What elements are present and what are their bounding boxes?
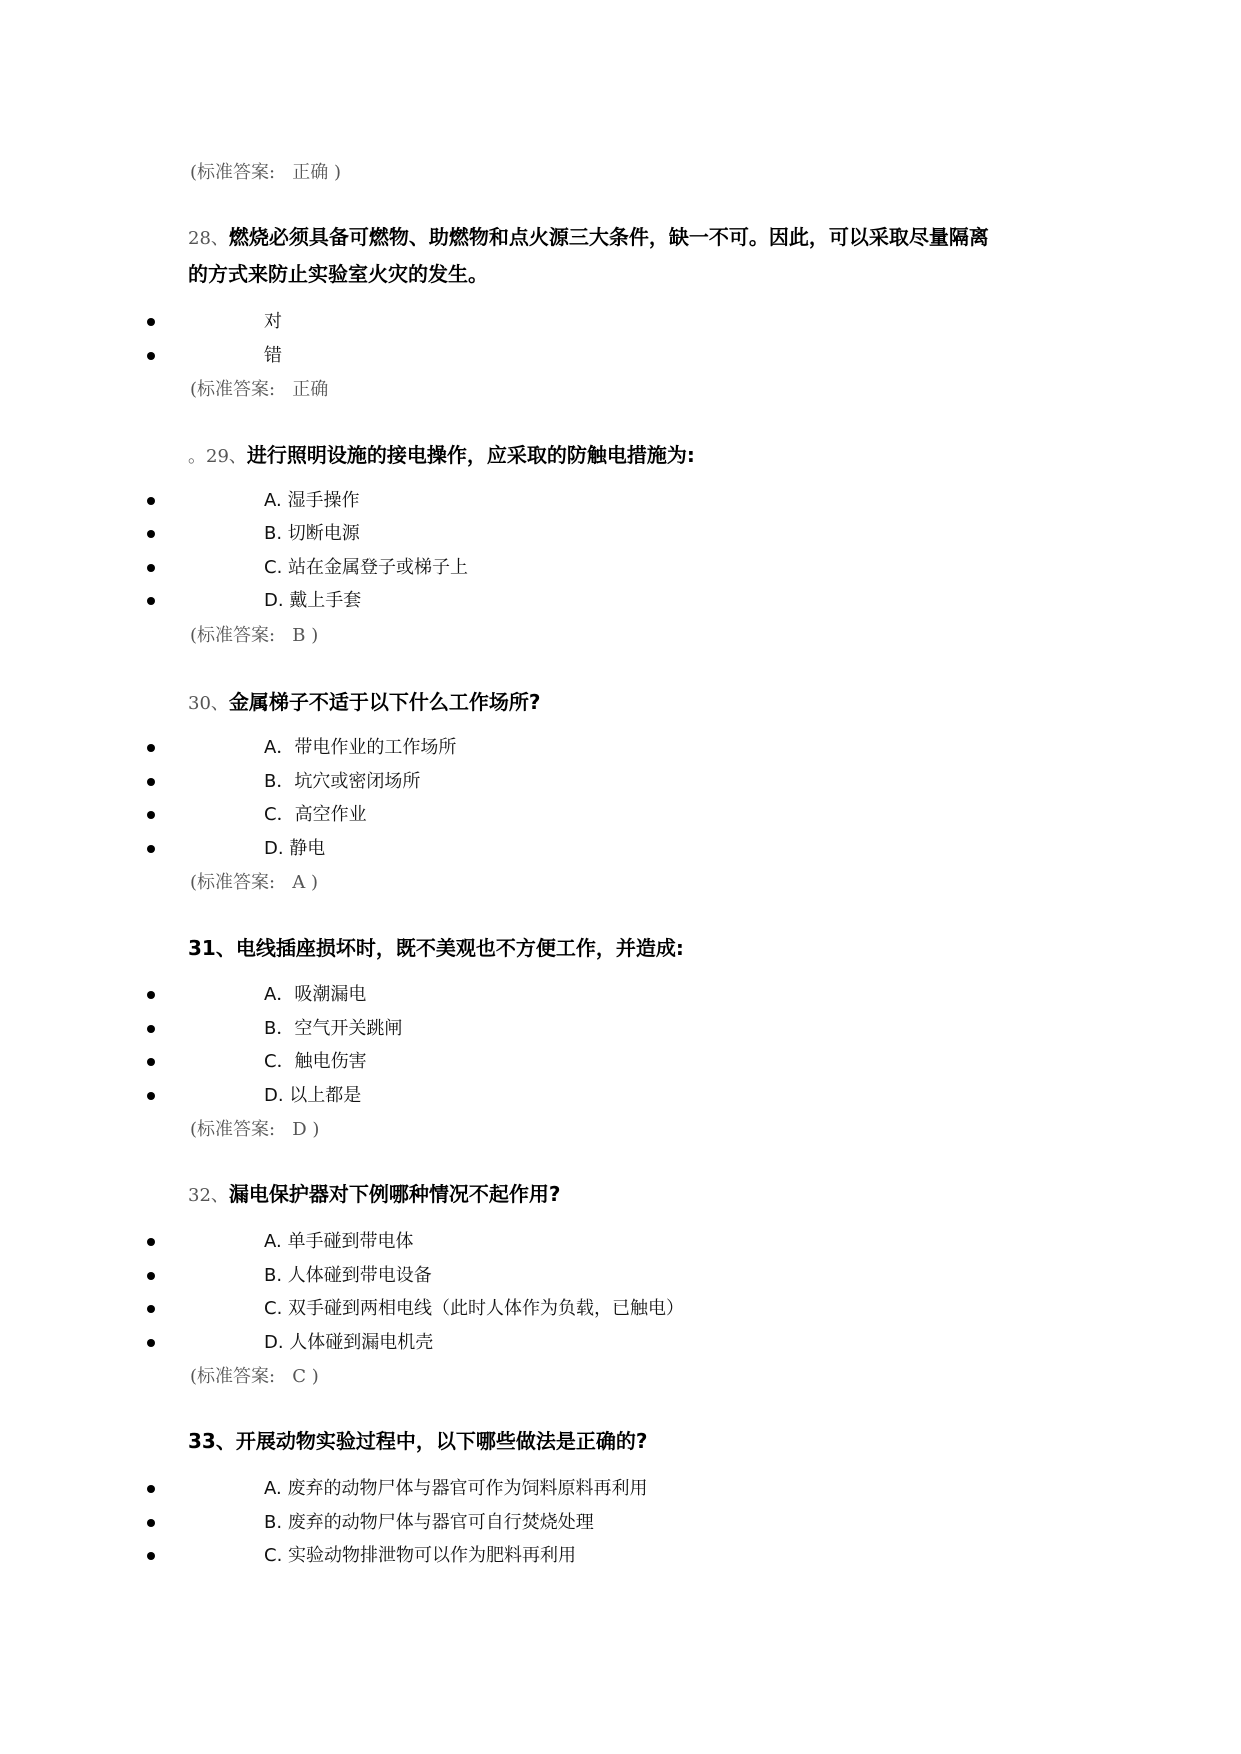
option: B. 废弃的动物尸体与器官可自行焚烧处理 (264, 1512, 594, 1533)
answer-prefix: (标准答案: (190, 625, 276, 646)
answer-value: C ) (292, 1366, 319, 1387)
bullet-icon (147, 1092, 155, 1100)
bullet-icon (147, 991, 155, 999)
bullet-icon (147, 1058, 155, 1066)
question-28-line2 (188, 258, 488, 287)
question-29 (188, 439, 695, 468)
bullet-icon (147, 778, 155, 786)
question-32 (188, 1178, 561, 1207)
question-number: 28、 (188, 228, 229, 249)
option: B. 人体碰到带电设备 (264, 1265, 432, 1286)
bullet-icon (147, 497, 155, 505)
answer-value: D ) (292, 1119, 320, 1140)
option: D. 人体碰到漏电机壳 (264, 1332, 434, 1353)
option: C. 双手碰到两相电线（此时人体作为负载，已触电） (264, 1298, 685, 1319)
bullet-icon (147, 1552, 155, 1560)
bullet-icon (147, 845, 155, 853)
option: D. 静电 (264, 838, 326, 859)
question-text: 燃烧必须具备可燃物、助燃物和点火源三大条件，缺一不可。因此，可以采取尽量隔离 (228, 225, 989, 249)
option: 错 (264, 345, 282, 366)
option: D. 以上都是 (264, 1085, 362, 1106)
option: B. 切断电源 (264, 523, 360, 544)
answer-prefix: (标准答案: (190, 1119, 276, 1140)
question-text: 开展动物实验过程中，以下哪些做法是正确的? (235, 1429, 648, 1453)
question-text: 电线插座损坏时，既不美观也不方便工作，并造成: (235, 936, 684, 960)
question-text: 的方式来防止实验室火灾的发生。 (188, 262, 488, 286)
bullet-icon (147, 1025, 155, 1033)
option: C. 站在金属登子或梯子上 (264, 557, 469, 578)
answer-prefix: (标准答案: (190, 1366, 276, 1387)
question-text: 金属梯子不适于以下什么工作场所? (228, 690, 541, 714)
question-text: 进行照明设施的接电操作，应采取的防触电措施为: (246, 443, 695, 467)
option: A．带电作业的工作场所 (264, 737, 457, 758)
option: A. 湿手操作 (264, 490, 360, 511)
option: 对 (264, 311, 282, 332)
option: A. 单手碰到带电体 (264, 1231, 414, 1252)
bullet-icon (147, 1339, 155, 1347)
option: A．吸潮漏电 (264, 984, 367, 1005)
answer-line-32 (190, 1362, 319, 1388)
bullet-icon (147, 318, 155, 326)
answer-value: 正确 (292, 379, 329, 400)
answer-value: 正确 ) (292, 162, 342, 183)
answer-prefix: (标准答案: (190, 872, 276, 893)
question-number: 30、 (188, 693, 229, 714)
question-33 (188, 1425, 647, 1454)
option: C．高空作业 (264, 804, 367, 825)
answer-line-28 (190, 375, 328, 401)
question-number: 29、 (206, 446, 247, 467)
question-number: 31、 (188, 936, 236, 960)
question-31 (188, 932, 684, 961)
bullet-icon (147, 352, 155, 360)
question-prefix: 。 (188, 446, 206, 467)
bullet-icon (147, 811, 155, 819)
answer-line-27 (190, 158, 341, 184)
option: B．坑穴或密闭场所 (264, 771, 421, 792)
question-text: 漏电保护器对下例哪种情况不起作用? (228, 1182, 561, 1206)
question-28-line1 (188, 221, 989, 250)
question-number: 33、 (188, 1429, 236, 1453)
option: D. 戴上手套 (264, 590, 362, 611)
bullet-icon (147, 1485, 155, 1493)
answer-prefix: (标准答案: (190, 162, 276, 183)
option: C．触电伤害 (264, 1051, 367, 1072)
answer-line-29 (190, 621, 318, 647)
option: A. 废弃的动物尸体与器官可作为饲料原料再利用 (264, 1478, 648, 1499)
bullet-icon (147, 564, 155, 572)
answer-prefix: (标准答案: (190, 379, 276, 400)
bullet-icon (147, 597, 155, 605)
option: C. 实验动物排泄物可以作为肥料再利用 (264, 1545, 577, 1566)
answer-line-31 (190, 1115, 319, 1141)
bullet-icon (147, 1272, 155, 1280)
option: B．空气开关跳闸 (264, 1018, 403, 1039)
answer-value: A ) (292, 872, 319, 893)
answer-line-30 (190, 868, 318, 894)
bullet-icon (147, 1305, 155, 1313)
question-number: 32、 (188, 1185, 229, 1206)
bullet-icon (147, 1519, 155, 1527)
bullet-icon (147, 744, 155, 752)
bullet-icon (147, 1238, 155, 1246)
question-30 (188, 686, 541, 715)
answer-value: B ) (292, 625, 319, 646)
bullet-icon (147, 530, 155, 538)
